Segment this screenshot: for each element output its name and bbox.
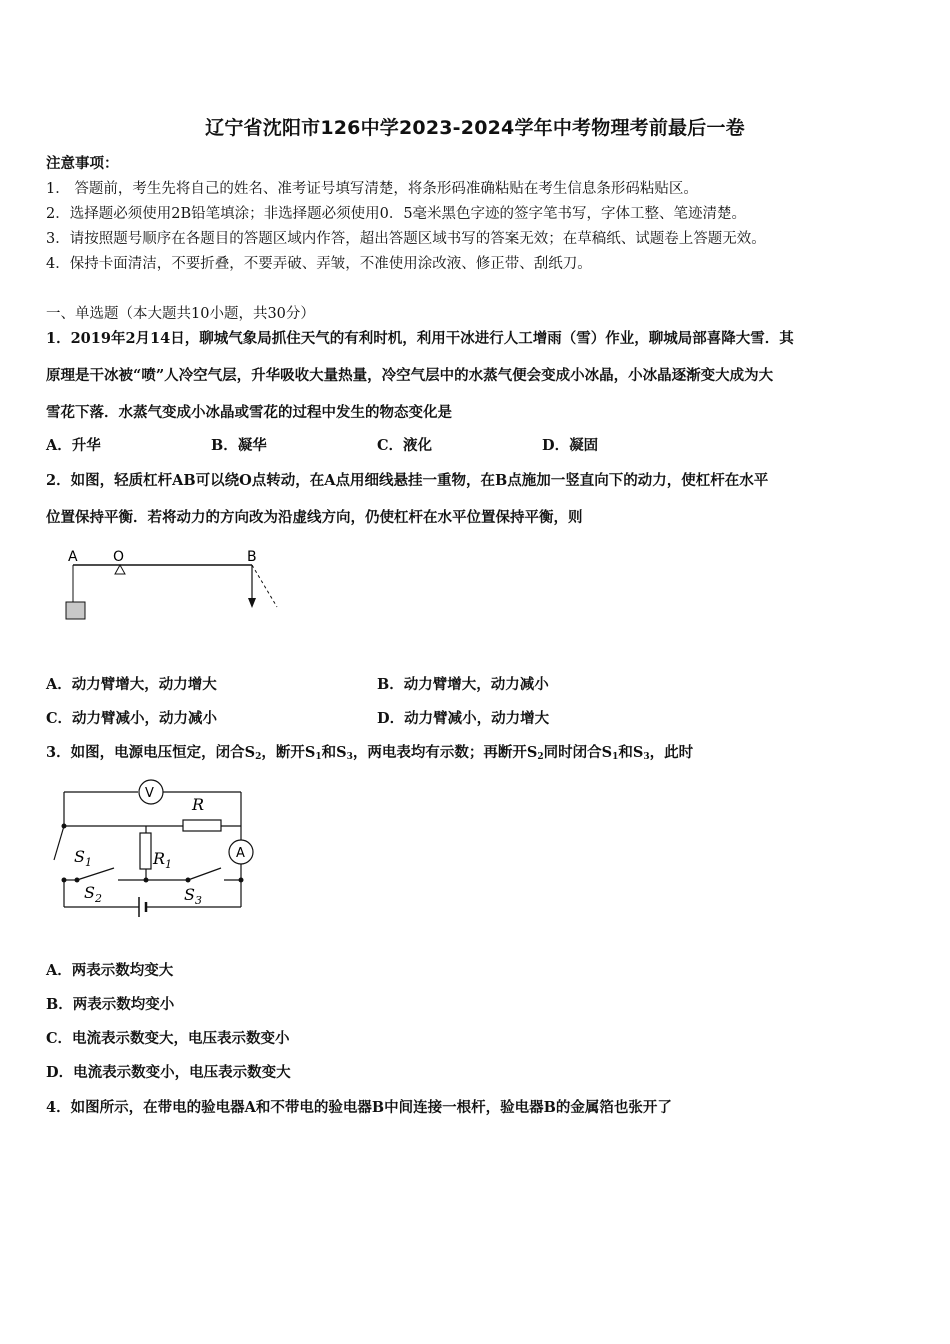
q1-option-a[interactable]: A．升华 — [46, 437, 101, 454]
resistor-r — [183, 820, 221, 831]
question-3-line — [46, 741, 693, 762]
ammeter-label: A — [236, 846, 245, 861]
s1-sub: 1 — [84, 856, 92, 869]
notice-item: 3．请按照题号顺序在各题目的答题区域内作答，超出答题区域书写的答案无效；在草稿纸、试题卷上答题无效。 — [46, 231, 766, 247]
question-1-line: 雪花下落．水蒸气变成小冰晶或雪花的过程中发生的物态变化是 — [46, 404, 452, 421]
q2-option-d[interactable]: D．动力臂减小，动力增大 — [377, 710, 550, 727]
label-o: O — [113, 549, 125, 565]
s2-text: S — [84, 883, 95, 902]
resistor-r1 — [140, 833, 151, 869]
q3-text: 同时闭合S — [543, 744, 613, 761]
s3-sub: 3 — [194, 894, 202, 907]
q3-option-a[interactable]: A．两表示数均变大 — [46, 962, 174, 979]
notice-item: 1． 答题前，考生先将自己的姓名、准考证号填写清楚，将条形码准确粘贴在考生信息条形码粘贴区。 — [46, 181, 698, 197]
voltmeter-label: V — [145, 786, 154, 801]
q3-text: 3．如图，电源电压恒定，闭合S — [46, 744, 256, 761]
q3-option-b[interactable]: B．两表示数均变小 — [46, 996, 175, 1013]
dashed-force-line — [252, 565, 277, 607]
s1-label — [74, 847, 92, 869]
question-2-line: 2．如图，轻质杠杆AB可以绕O点转动，在A点用细线悬挂一重物，在B点施加一竖直向下的动力，使杠杆在水平 — [46, 472, 769, 489]
label-a: A — [68, 549, 78, 565]
weight-block — [66, 602, 85, 619]
q3-sub: 2 — [255, 752, 262, 762]
q1-option-b[interactable]: B．凝华 — [211, 437, 267, 454]
q3-text: 和S — [618, 744, 644, 761]
switch-s2[interactable] — [77, 868, 114, 880]
question-1-line: 原理是干冰被“喷”人冷空气层，升华吸收大量热量，冷空气层中的水蒸气便会变成小冰晶，小冰晶逐渐变大成为大 — [46, 367, 774, 384]
switch-s1[interactable] — [54, 826, 64, 860]
page-title: 辽宁省沈阳市126中学2023-2024学年中考物理考前最后一卷 — [205, 117, 745, 139]
question-4-line: 4．如图所示，在带电的验电器A和不带电的验电器B中间连接一根杆，验电器B的金属箔也张开了 — [46, 1099, 672, 1116]
r1-label — [152, 849, 172, 871]
q3-option-c[interactable]: C．电流表示数变大，电压表示数变小 — [46, 1030, 290, 1047]
notice-heading: 注意事项： — [46, 155, 119, 172]
question-2-line: 位置保持平衡．若将动力的方向改为沿虚线方向，仍使杠杆在水平位置保持平衡，则 — [46, 509, 583, 526]
r-label: R — [192, 795, 205, 814]
q3-option-d[interactable]: D．电流表示数变小，电压表示数变大 — [46, 1064, 291, 1081]
s3-text: S — [184, 885, 195, 904]
s3-label — [184, 885, 202, 907]
s1-text: S — [74, 847, 85, 866]
label-b: B — [247, 549, 257, 565]
q2-option-b[interactable]: B．动力臂增大，动力减小 — [377, 676, 549, 693]
notice-item: 4．保持卡面清洁，不要折叠，不要弄破、弄皱，不准使用涂改液、修正带、刮纸刀。 — [46, 256, 592, 272]
q3-text: ，两电表均有示数；再断开S — [352, 744, 538, 761]
notice-item: 2．选择题必须使用2B铅笔填涂；非选择题必须使用0．5毫米黑色字迹的签字笔书写，字体工整、笔迹清楚。 — [46, 206, 747, 222]
q3-text: ，断开S — [261, 744, 316, 761]
r1-text: R — [153, 849, 166, 868]
question-1-line: 1．2019年2月14日，聊城气象局抓住天气的有利时机，利用干冰进行人工增雨（雪）作业，聊城局部喜降大雪．其 — [46, 330, 794, 347]
force-arrow-head — [248, 598, 256, 608]
s2-sub: 2 — [94, 892, 102, 905]
switch-s3[interactable] — [188, 868, 221, 880]
lever-figure — [55, 540, 295, 630]
q3-text: 和S — [321, 744, 347, 761]
section-heading: 一、单选题（本大题共10小题，共30分） — [46, 306, 315, 322]
q2-option-a[interactable]: A．动力臂增大，动力增大 — [46, 676, 217, 693]
q3-sub: 3 — [643, 752, 650, 762]
r1-sub: 1 — [165, 858, 173, 871]
q3-sub: 1 — [315, 752, 322, 762]
fulcrum — [115, 565, 125, 574]
circuit-figure — [44, 776, 264, 926]
q1-option-d[interactable]: D．凝固 — [542, 437, 599, 454]
q3-text: ，此时 — [649, 744, 694, 761]
q1-option-c[interactable]: C．液化 — [377, 437, 433, 454]
q3-sub: 1 — [612, 752, 619, 762]
s2-label — [84, 883, 102, 905]
q2-option-c[interactable]: C．动力臂减小，动力减小 — [46, 710, 218, 727]
q3-sub: 2 — [537, 752, 544, 762]
q3-sub: 3 — [346, 752, 353, 762]
